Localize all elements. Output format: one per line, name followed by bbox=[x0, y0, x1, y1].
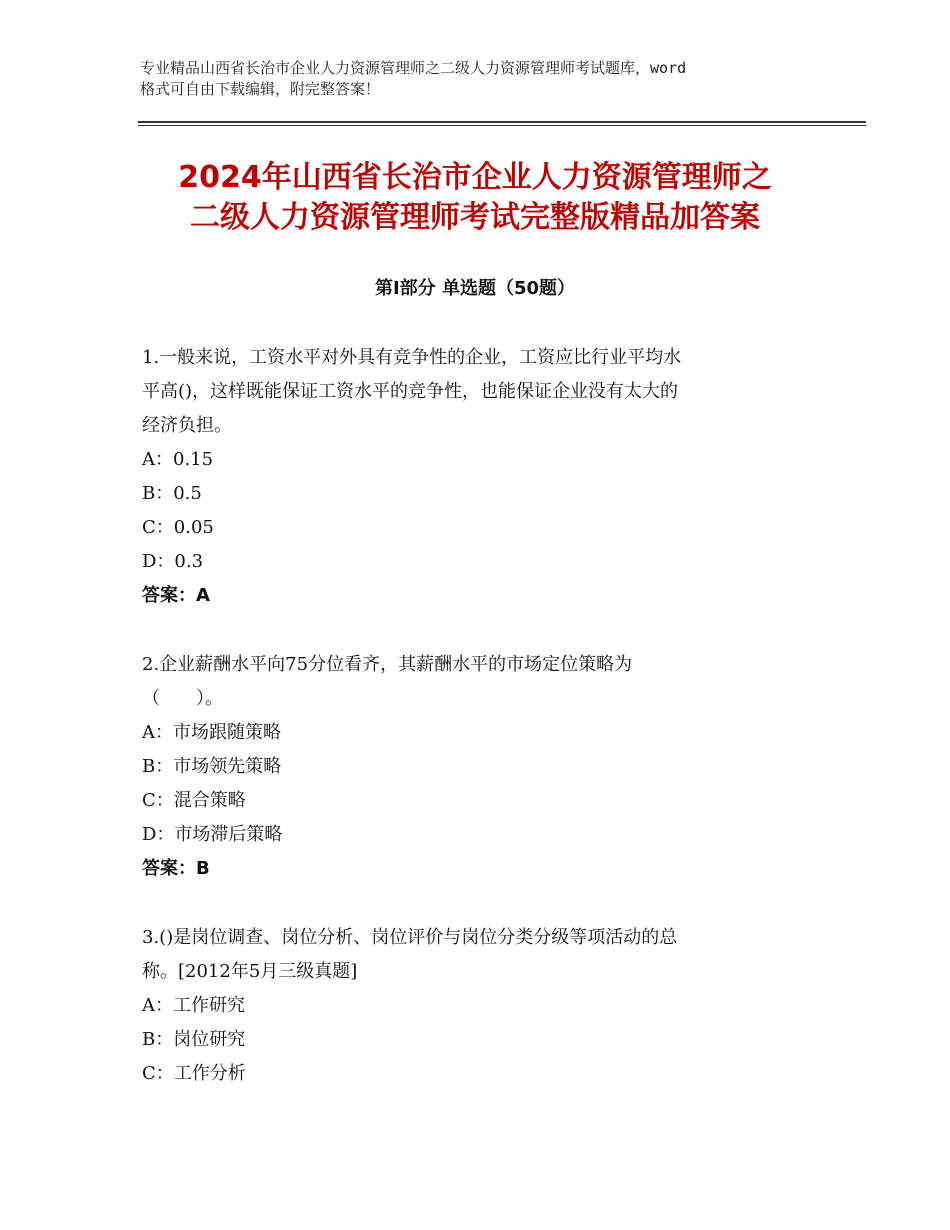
option-a: A：工作研究 bbox=[142, 995, 245, 1016]
header-divider-thin bbox=[138, 125, 866, 126]
header-divider bbox=[138, 121, 866, 123]
question-stem-line: 3.()是岗位调查、岗位分析、岗位评价与岗位分类分级等项活动的总 bbox=[142, 927, 678, 948]
answer: 答案：B bbox=[142, 858, 210, 879]
option-b: B：岗位研究 bbox=[142, 1029, 246, 1050]
option-c: C：0.05 bbox=[142, 517, 214, 538]
question-stem-line: 称。[2012年5月三级真题] bbox=[142, 961, 358, 982]
title-line: 2024年山西省长治市企业人力资源管理师之 bbox=[178, 160, 772, 195]
document-title bbox=[100, 158, 850, 238]
option-d: D：0.3 bbox=[142, 551, 204, 572]
option-a: A：市场跟随策略 bbox=[142, 722, 281, 743]
header-note-line: 格式可自由下载编辑，附完整答案！ bbox=[140, 80, 381, 98]
question-stem-line: 2.企业薪酬水平向75分位看齐，其薪酬水平的市场定位策略为 bbox=[142, 654, 633, 675]
question-3 bbox=[142, 921, 812, 1091]
option-b: B：市场领先策略 bbox=[142, 756, 282, 777]
answer: 答案：A bbox=[142, 585, 210, 606]
question-1 bbox=[142, 341, 812, 613]
question-stem-line: 经济负担。 bbox=[142, 415, 232, 436]
option-d: D：市场滞后策略 bbox=[142, 824, 283, 845]
header-note-line: 专业精品山西省长治市企业人力资源管理师之二级人力资源管理师考试题库，word bbox=[140, 59, 687, 77]
option-a: A：0.15 bbox=[142, 449, 214, 470]
section-heading: 第Ⅰ部分 单选题（50题） bbox=[374, 278, 575, 299]
option-c: C：工作分析 bbox=[142, 1063, 246, 1084]
question-stem-line: （ ）。 bbox=[142, 688, 223, 709]
question-2 bbox=[142, 648, 812, 886]
title-line: 二级人力资源管理师考试完整版精品加答案 bbox=[190, 200, 760, 235]
question-stem-line: 1.一般来说，工资水平对外具有竞争性的企业，工资应比行业平均水 bbox=[142, 347, 682, 368]
option-c: C：混合策略 bbox=[142, 790, 246, 811]
header-note bbox=[140, 58, 830, 100]
option-b: B：0.5 bbox=[142, 483, 202, 504]
question-stem-line: 平高()，这样既能保证工资水平的竞争性，也能保证企业没有太大的 bbox=[142, 381, 679, 402]
